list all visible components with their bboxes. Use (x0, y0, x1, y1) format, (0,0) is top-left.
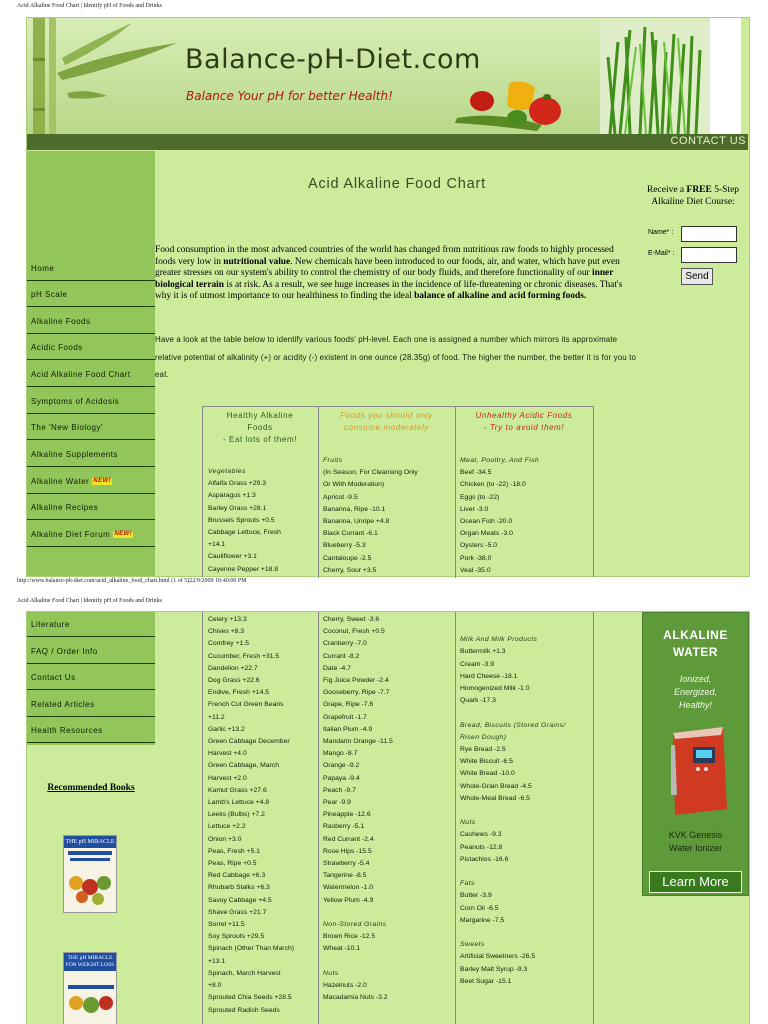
intro-bold: nutritional value (223, 256, 291, 267)
unhealthy-column-p2 (460, 622, 566, 1024)
food-item: Red Cabbage +6.3 (208, 872, 266, 880)
food-item: Gooseberry, Ripe -7.7 (323, 689, 390, 697)
alkaline-water-ad[interactable] (642, 612, 749, 896)
food-item: Peas, Fresh +5.1 (208, 847, 260, 855)
food-item: Beef -34.5 (460, 469, 492, 477)
healthy-column-p1 (208, 466, 281, 576)
food-category-label: Fats (460, 880, 475, 888)
name-label: Name* : (648, 229, 674, 236)
food-item: +13.1 (208, 957, 226, 965)
food-item: Rose Hips -15.5 (323, 847, 372, 855)
food-item: Veal -35.0 (460, 566, 491, 574)
book-title-line: THE pH MIRACLE (67, 955, 113, 961)
food-item: Beet Sugar -15.1 (460, 977, 512, 985)
food-item: Pear -9.9 (323, 799, 351, 807)
nav-item-home[interactable]: Home (27, 256, 155, 281)
food-item: Cherry, Sour +3.5 (323, 566, 377, 574)
food-item: Harvest +2.0 (208, 774, 247, 782)
food-item: Peas, Ripe +0.5 (208, 860, 257, 868)
food-item: Pork -38.0 (460, 554, 492, 562)
food-item: Sprouted Radish Seeds (208, 1006, 280, 1014)
name-field[interactable] (681, 226, 737, 242)
food-item: Comfrey +1.5 (208, 640, 249, 648)
food-item: Watermelon -1.0 (323, 884, 373, 892)
food-item: Bananna, Unripe +4.8 (323, 518, 390, 526)
nav-item-new-biology[interactable]: The 'New Biology' (27, 415, 155, 440)
food-item: Dog Grass +22.6 (208, 677, 260, 685)
food-item: Quark -17.3 (460, 697, 496, 705)
book-stripe (68, 851, 112, 855)
moderate-column-p1 (323, 455, 418, 576)
left-nav (27, 151, 155, 576)
food-item: Mango -8.7 (323, 750, 358, 758)
top-bar (27, 134, 748, 150)
signup-text: Alkaline Diet Course: (651, 197, 735, 207)
food-item: Leeks (Bulbs) +7.2 (208, 811, 265, 819)
nav-item-forum[interactable] (27, 522, 155, 547)
nav-item-faq[interactable]: FAQ / Order Info (27, 639, 155, 664)
food-item: Bananna, Ripe -10.1 (323, 505, 386, 513)
header-line: Foods (247, 423, 273, 432)
food-item: Alfalfa Grass +29.3 (208, 480, 266, 488)
food-item: Cream -3.9 (460, 660, 494, 668)
header-line: Unhealthy Acidic Foods (475, 411, 573, 420)
healthy-column-p2 (208, 614, 294, 1024)
ad-product (643, 829, 748, 855)
food-item: Eggs (to -22) (460, 493, 500, 501)
signup-text: Receive a (646, 185, 687, 195)
food-item: White Bread -10.0 (460, 770, 515, 778)
food-item: Black Currant -6.1 (323, 530, 378, 538)
nav-item-literature[interactable]: Literature (27, 612, 155, 637)
food-item: Grape, Ripe -7.6 (323, 701, 374, 709)
nav-item-acidic-foods[interactable]: Acidic Foods (27, 335, 155, 360)
food-item: Green Cabbage December (208, 738, 290, 746)
food-category-label: Sweets (460, 941, 485, 949)
food-item: Harvest +4.0 (208, 750, 247, 758)
food-item: Fig Juice Powder -2.4 (323, 677, 389, 685)
signup-heading (640, 184, 746, 208)
site-banner[interactable] (27, 18, 741, 134)
food-item: Tangerine -8.5 (323, 872, 367, 880)
food-item: Chicken (to -22) -18.0 (460, 481, 526, 489)
food-item: Hazelnuts -2.0 (323, 982, 367, 990)
nav-item-alkaline-foods[interactable]: Alkaline Foods (27, 309, 155, 334)
food-item (460, 805, 566, 817)
food-category-label: Bread, Biscuits (Stored Grains/ (460, 721, 566, 729)
nav-item-label: Alkaline Diet Forum (31, 530, 111, 539)
healthy-header (203, 410, 317, 446)
food-category-label: Milk And Milk Products (460, 636, 538, 644)
nav-item-articles[interactable]: Related Articles (27, 692, 155, 717)
food-item: Grapefruit -1.7 (323, 713, 367, 721)
food-item: Apricot -9.5 (323, 493, 358, 501)
site-tagline: Balance Your pH for better Health! (186, 89, 393, 103)
ad-sub-line: Energized, (673, 687, 718, 697)
signup-text: 5-Step (711, 185, 740, 195)
food-item (323, 956, 393, 968)
food-item: Sprouted Chia Seeds +28.5 (208, 994, 292, 1002)
intro-text: . New chemicals have been introduced to our foods, air, and water, which have put even greater stresses on our system's ability to control the chemistry of our body fluids, and therefore functionality of our (155, 256, 620, 279)
food-item: Cucumber, Fresh +31.5 (208, 652, 280, 660)
food-category-label: Non-Stored Grains (323, 921, 387, 929)
header-line: Foods you should only (340, 411, 433, 420)
food-item: Dandelion +22.7 (208, 664, 258, 672)
wheatgrass-icon (600, 22, 710, 134)
intro-bold: balance of alkaline and acid forming foods. (414, 291, 587, 302)
food-item: +11.2 (208, 713, 225, 721)
print-header-title: Acid Alkaline Food Chart | Identify pH of Foods and Drinks (17, 3, 162, 9)
food-item: Hard Cheese -18.1 (460, 672, 518, 680)
food-item: Italian Plum -4.9 (323, 725, 373, 733)
ad-sub-line: Ionized, (679, 674, 712, 684)
food-item: Whole-Meal Bread -6.5 (460, 794, 530, 802)
food-item: Corn Oil -6.5 (460, 904, 499, 912)
food-item: Shave Grass +21.7 (208, 908, 267, 916)
food-item: Macadamia Nuts -3.2 (323, 994, 388, 1002)
food-item: Brown Rice -12.5 (323, 933, 376, 941)
food-item: Margarine -7.5 (460, 916, 505, 924)
food-item: French Cut Green Beans (208, 701, 284, 709)
food-item: Oysters -5.0 (460, 542, 498, 550)
food-item (460, 866, 566, 878)
print-header-title: Acid Alkaline Food Chart | Identify pH of Foods and Drinks (17, 598, 162, 604)
food-item: Artificial Sweetners -26.5 (460, 953, 536, 961)
learn-more-button[interactable]: Learn More (649, 871, 742, 893)
nav-item-contact[interactable]: Contact Us (27, 665, 155, 690)
food-item: Green Cabbage, March (208, 762, 280, 770)
new-badge: NEW! (93, 478, 112, 485)
food-item: Peanuts -12.8 (460, 843, 503, 851)
nav-item-recipes[interactable]: Alkaline Recipes (27, 495, 155, 520)
ad-subtitle (643, 673, 748, 712)
food-item: Pistachios -16.6 (460, 855, 509, 863)
unhealthy-column-p1 (460, 455, 539, 576)
book-cover-ph-weight-loss[interactable] (63, 952, 117, 1024)
food-item: Onion +3.0 (208, 835, 242, 843)
food-item: Buttermilk +1.3 (460, 648, 506, 656)
food-item: Chives +8.3 (208, 628, 245, 636)
header-line: - Eat lots of them! (222, 435, 298, 444)
book-title (64, 953, 116, 971)
food-item: Celery +13.3 (208, 616, 247, 623)
contact-us-link[interactable]: CONTACT US (670, 135, 746, 147)
food-item: Organ Meats -3.0 (460, 530, 513, 538)
book-title: THE pH MIRACLE (64, 836, 116, 848)
food-item: Barley Malt Syrup -9.3 (460, 965, 528, 973)
food-item: Cauliflower +3.1 (208, 553, 257, 561)
book-cover-ph-miracle[interactable] (63, 835, 117, 913)
page-title: Acid Alkaline Food Chart (308, 176, 486, 192)
food-item (460, 927, 566, 939)
nav-item-resources[interactable]: Health Resources (27, 718, 155, 743)
ad-product-line: KVK Genesis (668, 830, 723, 840)
food-item: Or With Moderation) (323, 481, 385, 489)
books-heading: Recommended Books (47, 783, 135, 793)
food-item: White Biscuit -6.5 (460, 758, 513, 766)
food-item: (In Season, For Cleansing Only (323, 469, 418, 477)
unhealthy-header (455, 410, 593, 434)
header-line: Healthy Alkaline (226, 411, 294, 420)
food-item: Asparagus +1.3 (208, 492, 256, 500)
col-divider (318, 612, 319, 1024)
book-stripe (70, 858, 110, 861)
header-line: consume moderately (343, 423, 430, 432)
food-item: Strawberry -5.4 (323, 860, 370, 868)
food-item (460, 707, 566, 719)
food-item: Orange -9.2 (323, 762, 360, 770)
moderate-header (318, 410, 455, 434)
food-item: Spinach (Other Than March) (208, 945, 295, 953)
food-item (460, 622, 566, 634)
food-item: Cranberry -7.0 (323, 640, 367, 648)
food-item: Cantaloupe -2.5 (323, 554, 372, 562)
food-item: Whole-Grain Bread -4.5 (460, 782, 532, 790)
new-badge: NEW! (114, 531, 133, 538)
food-item: Ocean Fish -20.0 (460, 518, 513, 526)
ad-product-line: Water Ionizer (668, 843, 723, 853)
food-item (323, 907, 393, 919)
ad-sub-line: Healthy! (678, 700, 713, 710)
food-item: Rasberry -5.1 (323, 823, 365, 831)
food-item: Cherry, Sweet -3.6 (323, 616, 380, 623)
intro-text: Food consumption in the most advanced countries of the world has changed from nutritious raw foods to highly processed foods very low in (155, 245, 614, 267)
food-item: Wheat -10.1 (323, 945, 361, 953)
email-field[interactable] (681, 247, 737, 263)
intro-text: is at risk. As a result, we see huge increases in the incidence of life-threatening or chronic diseases. That's why it is of utmost importance to our healthiness to finding the ideal (155, 279, 623, 302)
food-item: Soy Sprouts +29.5 (208, 933, 265, 941)
food-item: Yellow Plum -4.9 (323, 896, 374, 904)
food-item: Cabbage Lettuce, Fresh (208, 529, 281, 537)
fruit-illustration-icon (64, 971, 117, 1021)
col-divider (455, 612, 456, 1024)
food-item: +14.1 (208, 541, 226, 549)
left-nav-continued (27, 612, 155, 745)
site-name: Balance-pH-Diet.com (185, 44, 481, 75)
food-item: Date -4.7 (323, 664, 351, 672)
food-item: Sorrel +11.5 (208, 921, 245, 929)
food-item: Kamut Grass +27.6 (208, 786, 267, 794)
send-button[interactable]: Send (681, 268, 713, 285)
food-item: Liver -3.0 (460, 505, 489, 513)
food-item: Peach -9.7 (323, 786, 356, 794)
food-item: Blueberry -5.3 (323, 542, 366, 550)
banner-edge (710, 18, 741, 134)
ad-title (643, 627, 748, 661)
moderate-column-p2 (323, 614, 393, 1024)
food-item: Rhubarb Stalks +6.3 (208, 884, 270, 892)
food-item: +8.0 (208, 982, 222, 990)
food-item: Cayenne Pepper +18.8 (208, 565, 279, 573)
food-item: Cashews -9.3 (460, 831, 502, 839)
header-line: - Try to avoid them! (483, 423, 565, 432)
vegetables-icon (447, 73, 567, 135)
food-item: Butter -3.9 (460, 892, 492, 900)
food-category-label: Meat, Poultry, And Fish (460, 457, 540, 464)
nav-item-symptoms[interactable]: Symptoms of Acidosis (27, 389, 155, 414)
food-item: Brussels Sprouts +0.5 (208, 516, 275, 524)
bamboo-icon (27, 18, 197, 134)
intro-instructions: Have a look at the table below to identify various foods' pH-level. Each one is assigned a number which mirrors its approximate relative potential of alkalinity (+) or acidity (-) existent in one ounce (28.35g) of food. The higher the number, the better it is for you to eat. (155, 335, 637, 379)
food-item: Papaya -9.4 (323, 774, 360, 782)
email-label: E-Mail* : (648, 250, 675, 257)
signup-free: FREE (686, 185, 712, 195)
food-item: Savoy Cabbage +4.5 (208, 896, 272, 904)
food-category-label: Nuts (460, 819, 476, 827)
food-item: Rye Bread -2.5 (460, 746, 506, 754)
intro-paragraph (155, 245, 635, 303)
print-footer-url: http://www.balance-ph-diet.com/acid_alkaline_food_chart.html (1 of 5)22/9/2009 10:40:00 PM (17, 578, 247, 584)
nav-item-alkaline-water[interactable] (27, 469, 155, 494)
nav-item-food-chart[interactable]: Acid Alkaline Food Chart (27, 362, 155, 387)
food-item: Spinach, March Harvest (208, 969, 281, 977)
ad-title-line: WATER (673, 645, 718, 659)
book-title-line: FOR WEIGHT LOSS (65, 962, 115, 968)
food-category-label: Fruits (323, 457, 343, 464)
food-item: Endive, Fresh +14.5 (208, 689, 270, 697)
nav-item-label: Alkaline Water (31, 477, 90, 486)
food-item: Garlic +13.2 (208, 725, 245, 733)
food-category-label: Risen Dough) (460, 733, 507, 741)
food-item: Red Currant -2.4 (323, 835, 374, 843)
food-item: Currant -8.2 (323, 652, 360, 660)
food-item: Lamb's Lettuce +4.8 (208, 799, 270, 807)
food-item: Lettuce +2.2 (208, 823, 246, 831)
ad-title-line: ALKALINE (663, 628, 728, 642)
fruit-illustration-icon (64, 863, 117, 908)
food-item: Barley Grass +28.1 (208, 504, 267, 512)
food-item: Mandarin Orange -11.5 (323, 738, 393, 746)
nav-item-ph-scale[interactable]: pH Scale (27, 282, 155, 307)
nav-item-supplements[interactable]: Alkaline Supplements (27, 442, 155, 467)
intro-bold: inner biological terrain (155, 268, 614, 290)
food-item: Homogenized Milk -1.0 (460, 685, 530, 693)
food-category-label: Vegetables (208, 468, 246, 475)
food-category-label: Nuts (323, 969, 339, 977)
food-item: Coconut, Fresh +0.5 (323, 628, 385, 636)
food-item: Pineapple -12.6 (323, 811, 371, 819)
water-ionizer-icon (665, 725, 731, 817)
